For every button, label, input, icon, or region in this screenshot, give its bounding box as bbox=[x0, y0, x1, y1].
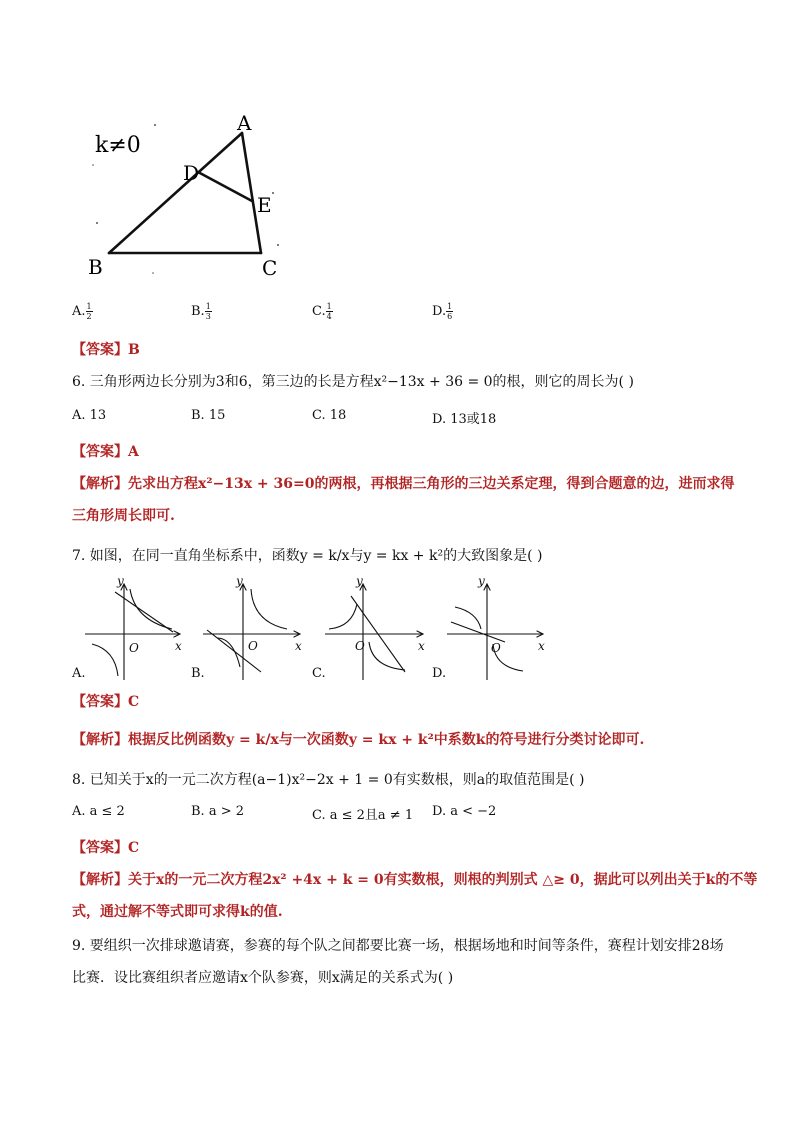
graph-a-y-label: y bbox=[117, 574, 124, 588]
q8-option-c: C. a ≤ 2且a ≠ 1 bbox=[312, 808, 414, 823]
graph-a bbox=[85, 584, 180, 680]
q8-option-a: A. a ≤ 2 bbox=[72, 804, 125, 819]
q6-answer: 【答案】A bbox=[72, 444, 139, 460]
q5-option-c: C. $\frac{1}{4}$ bbox=[312, 302, 332, 321]
q6-option-a: A. 13 bbox=[72, 408, 107, 423]
graph-c bbox=[325, 584, 423, 680]
q5-option-a: A. $\frac{1}{2}$ bbox=[72, 302, 92, 321]
k-label: k≠0 bbox=[95, 133, 141, 158]
vertex-a-label: A bbox=[237, 111, 252, 135]
graph-a-x-label: x bbox=[175, 639, 182, 653]
graph-c-origin: O bbox=[355, 639, 365, 653]
q9-stem-line1: 9. 要组织一次排球邀请赛，参赛的每个队之间都要比赛一场，根据场地和时间等条件，赛程计划安排28场 bbox=[72, 938, 724, 954]
q7-option-b: B. bbox=[191, 666, 205, 681]
q6-analysis-line1: 【解析】先求出方程x²−13x + 36=0的两根，再根据三角形的三边关系定理，得到合题意的边，进而求得 bbox=[72, 476, 735, 492]
q7-stem: 7. 如图，在同一直角坐标系中，函数y = k/x与y = kx + k²的大致图象是( ) bbox=[72, 548, 543, 564]
graph-a-origin: O bbox=[129, 641, 139, 655]
q8-answer: 【答案】C bbox=[72, 840, 140, 856]
q8-analysis-line1: 【解析】关于x的一元二次方程2x² +4x + k = 0有实数根，则根的判别式 △≥ 0，据此可以列出关于k的不等 bbox=[72, 872, 758, 888]
graph-b-origin: O bbox=[248, 639, 258, 653]
q7-answer: 【答案】C bbox=[72, 694, 140, 710]
q6-option-b: B. 15 bbox=[191, 408, 226, 423]
q9-stem-line2: 比赛．设比赛组织者应邀请x个队参赛，则x满足的关系式为( ) bbox=[72, 970, 454, 986]
q7-analysis: 【解析】根据反比例函数y = k/x与一次函数y = kx + k²中系数k的符号进行分类讨论即可. bbox=[72, 732, 645, 748]
vertex-b-label: B bbox=[88, 255, 103, 279]
q8-option-d: D. a < −2 bbox=[432, 804, 497, 819]
q8-option-b: B. a > 2 bbox=[191, 804, 244, 819]
graph-c-y-label: y bbox=[356, 574, 363, 588]
q7-option-a: A. bbox=[72, 666, 86, 681]
q5-option-b: B. $\frac{1}{3}$ bbox=[191, 302, 211, 321]
q5-answer: 【答案】B bbox=[72, 342, 140, 358]
graph-b-y-label: y bbox=[236, 574, 243, 588]
q6-stem: 6. 三角形两边长分别为3和6，第三边的长是方程x²−13x + 36 = 0的根，则它的周长为( ) bbox=[72, 374, 634, 390]
graph-b bbox=[203, 584, 300, 680]
point-e-label: E bbox=[257, 193, 272, 217]
q8-analysis-line2: 式，通过解不等式即可求得k的值. bbox=[72, 904, 283, 920]
triangle-figure bbox=[85, 105, 285, 285]
vertex-c-label: C bbox=[262, 256, 278, 280]
segment-de bbox=[198, 172, 252, 201]
q6-option-d: D. 13或18 bbox=[432, 412, 497, 427]
graph-d bbox=[447, 584, 543, 680]
graph-c-x-label: x bbox=[418, 639, 425, 653]
q8-stem: 8. 已知关于x的一元二次方程(a−1)x²−2x + 1 = 0有实数根，则a的取值范围是( ) bbox=[72, 772, 585, 788]
q5-option-d: D. $\frac{1}{6}$ bbox=[432, 302, 453, 321]
q6-option-c: C. 18 bbox=[312, 408, 347, 423]
graph-d-origin: O bbox=[491, 641, 501, 655]
q7-option-d: D. bbox=[432, 666, 447, 681]
q6-analysis-line2: 三角形周长即可. bbox=[72, 508, 175, 524]
graph-b-x-label: x bbox=[295, 639, 302, 653]
graph-d-y-label: y bbox=[478, 574, 485, 588]
q7-option-c: C. bbox=[312, 666, 326, 681]
graph-d-x-label: x bbox=[538, 639, 545, 653]
point-d-label: D bbox=[183, 161, 200, 185]
